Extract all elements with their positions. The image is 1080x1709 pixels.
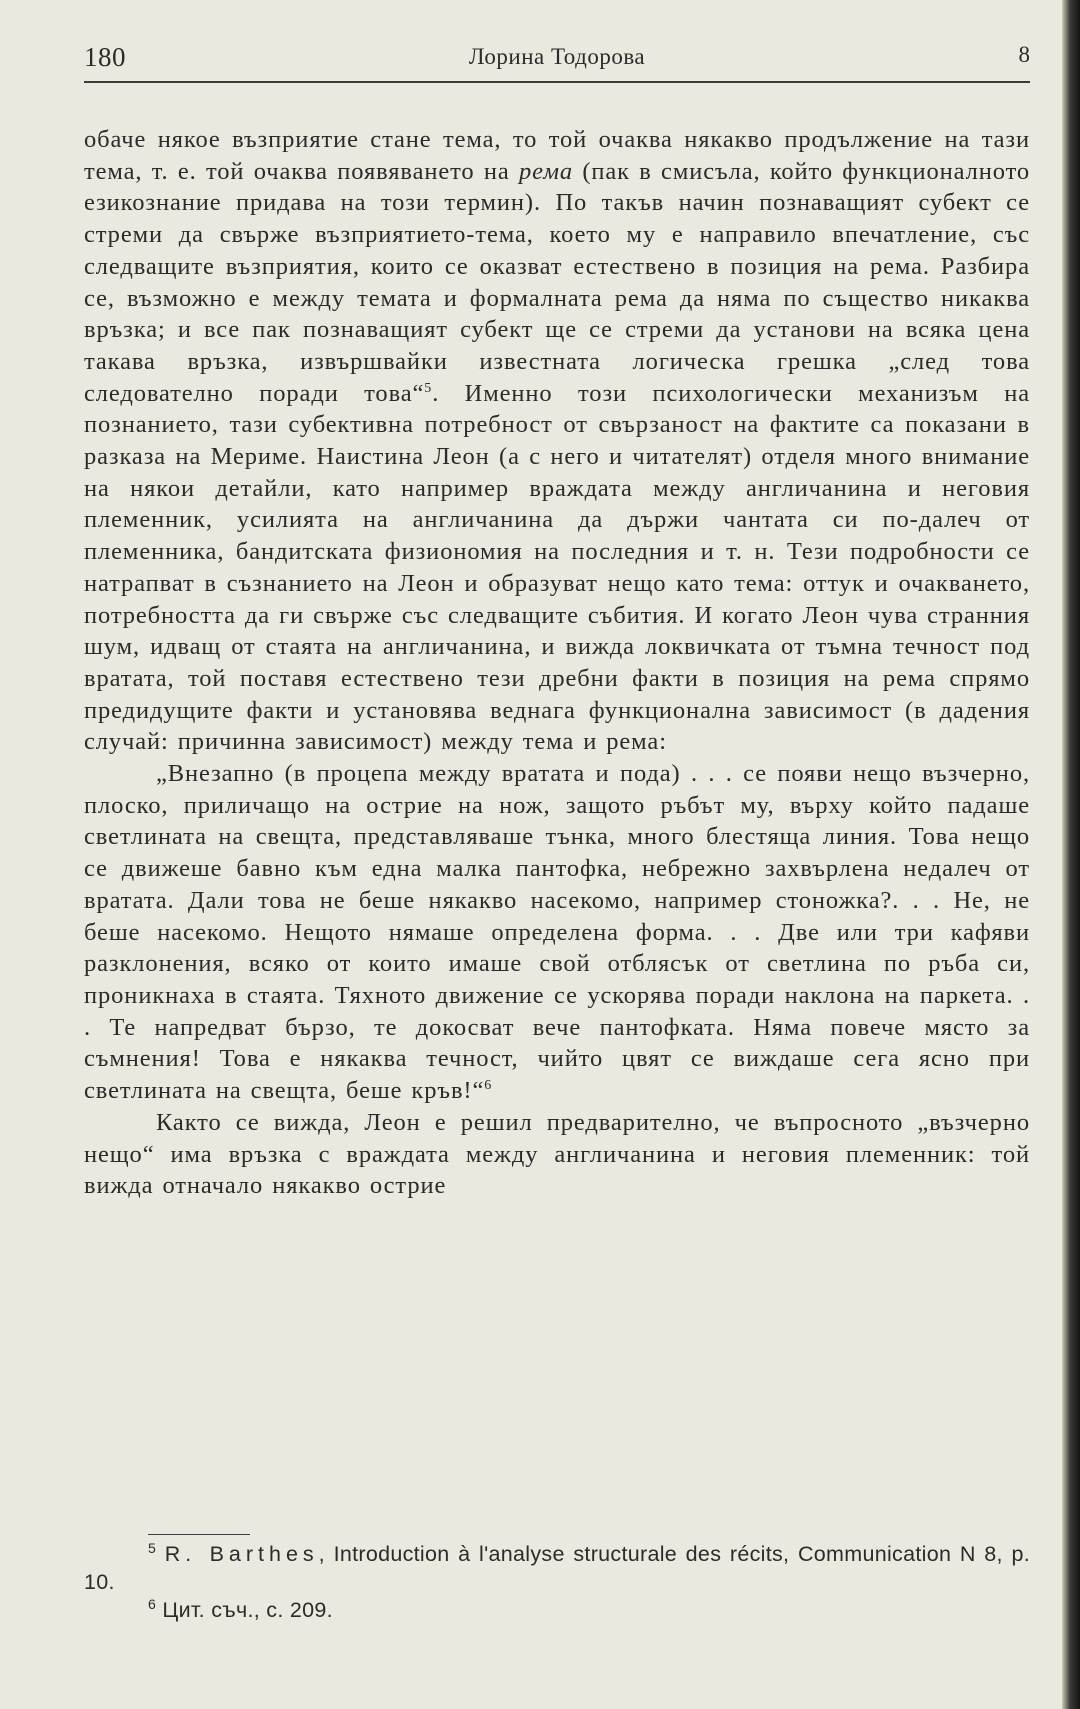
paragraph-1-start: обаче някое възприятие стане тема, то той очаква някакво продължение на тази тема, т. е. той очаква появяването на bbox=[84, 126, 1030, 185]
header-rule bbox=[84, 81, 1030, 83]
footnote-ref-5: 5 bbox=[424, 380, 433, 396]
signature-mark: 8 bbox=[1018, 42, 1030, 67]
footnote-6-text: Цит. съч., с. 209. bbox=[162, 1598, 333, 1622]
running-head-author: Лорина Тодорова bbox=[468, 44, 646, 69]
footnote-5 bbox=[84, 1540, 1030, 1596]
book-spine-edge bbox=[1062, 0, 1080, 1709]
paragraph-1-middle: (пак в смисъла, който функционалното езикознание придава на този термин). По такъв начин познаващият субект се стреми да свърже възприятието-тема, което му е направило впечатление, със следващите възприятия, които се оказват естествено в позиция на рема. Разбира се, възможно е между темата и формалната рема да няма по същество никаква връзка; и все пак познаващият субект ще се стреми да установи на всяка цена такава връзка, извършвайки известната логическа грешка „след това следователно поради това“ bbox=[84, 157, 1030, 407]
footnote-ref-6: 6 bbox=[484, 1077, 493, 1093]
block-quote bbox=[84, 758, 1030, 1107]
page-number: 180 bbox=[84, 42, 126, 72]
paragraph-1 bbox=[84, 124, 1030, 758]
quote-text: „Внезапно (в процепа между вратата и пода) . . . се появи нещо възчерно, плоско, приличащо на острие на нож, защото ръбът му, върху който падаше светлината на свещта, представляваше тънка, много блестяща линия. Това нещо се движеше бавно към една малка пантофка, небрежно захвърлена недалеч от вратата. Дали това не беше някакво насекомо, например стоножка?. . . Не, не беше насекомо. Нещото нямаше определена форма. . . Две или три кафяви разклонения, всяко от които имаше свой отблясък от светлина по ръба си, проникнаха в стаята. Тяхното движение се ускорява поради наклона на паркета. . . Те напредват бързо, те докосват вече пантофката. Няма повече място за съмнения! Това е някаква течност, чийто цвят се виждаше сега ясно при светлината на свещта, беше кръв!“ bbox=[84, 760, 1030, 1105]
main-text bbox=[84, 124, 1030, 1202]
footnote-5-author: R. Barthes bbox=[164, 1542, 319, 1566]
footnotes bbox=[84, 1540, 1030, 1624]
footnote-rule bbox=[148, 1534, 250, 1535]
footnote-5-mark: 5 bbox=[148, 1539, 157, 1556]
running-header bbox=[84, 38, 1030, 78]
paragraph-1-end: . Именно този психологически механизъм на познанието, тази субективна потребност от свързаност на фактите са показани в разказа на Мериме. Наистина Леон (а с него и читателят) отделя много внимание на някои детайли, като например враждата между англичанина и неговия племенник, усилията на англичанина да държи чантата си по-далеч от племенника, бандитската физиономия на последния и т. н. Тези подробности се натрапват в съзнанието на Леон и образуват нещо като тема: оттук и очакването, потребността да ги свърже със следващите събития. И когато Леон чува странния шум, идващ от стаята на англичанина, и вижда локвичката от тъмна течност под вратата, той поставя естествено тези дребни факти в позиция на рема спрямо предидущите факти и установява веднага функционална зависимост (в дадения случай: причинна зависимост) между тема и рема: bbox=[84, 379, 1030, 756]
footnote-6-mark: 6 bbox=[148, 1595, 157, 1612]
footnote-5-text: , Introduction à l'analyse structurale des récits, Communication N 8, p. 10. bbox=[84, 1542, 1030, 1594]
footnote-6 bbox=[84, 1596, 1030, 1624]
paragraph-3: Както се вижда, Леон е решил предварително, че въпросното „възчерно нещо“ има връзка с враждата между англичанина и неговия племенник: той вижда отначало някакво острие bbox=[84, 1108, 1030, 1200]
term-rema: рема bbox=[519, 157, 573, 185]
